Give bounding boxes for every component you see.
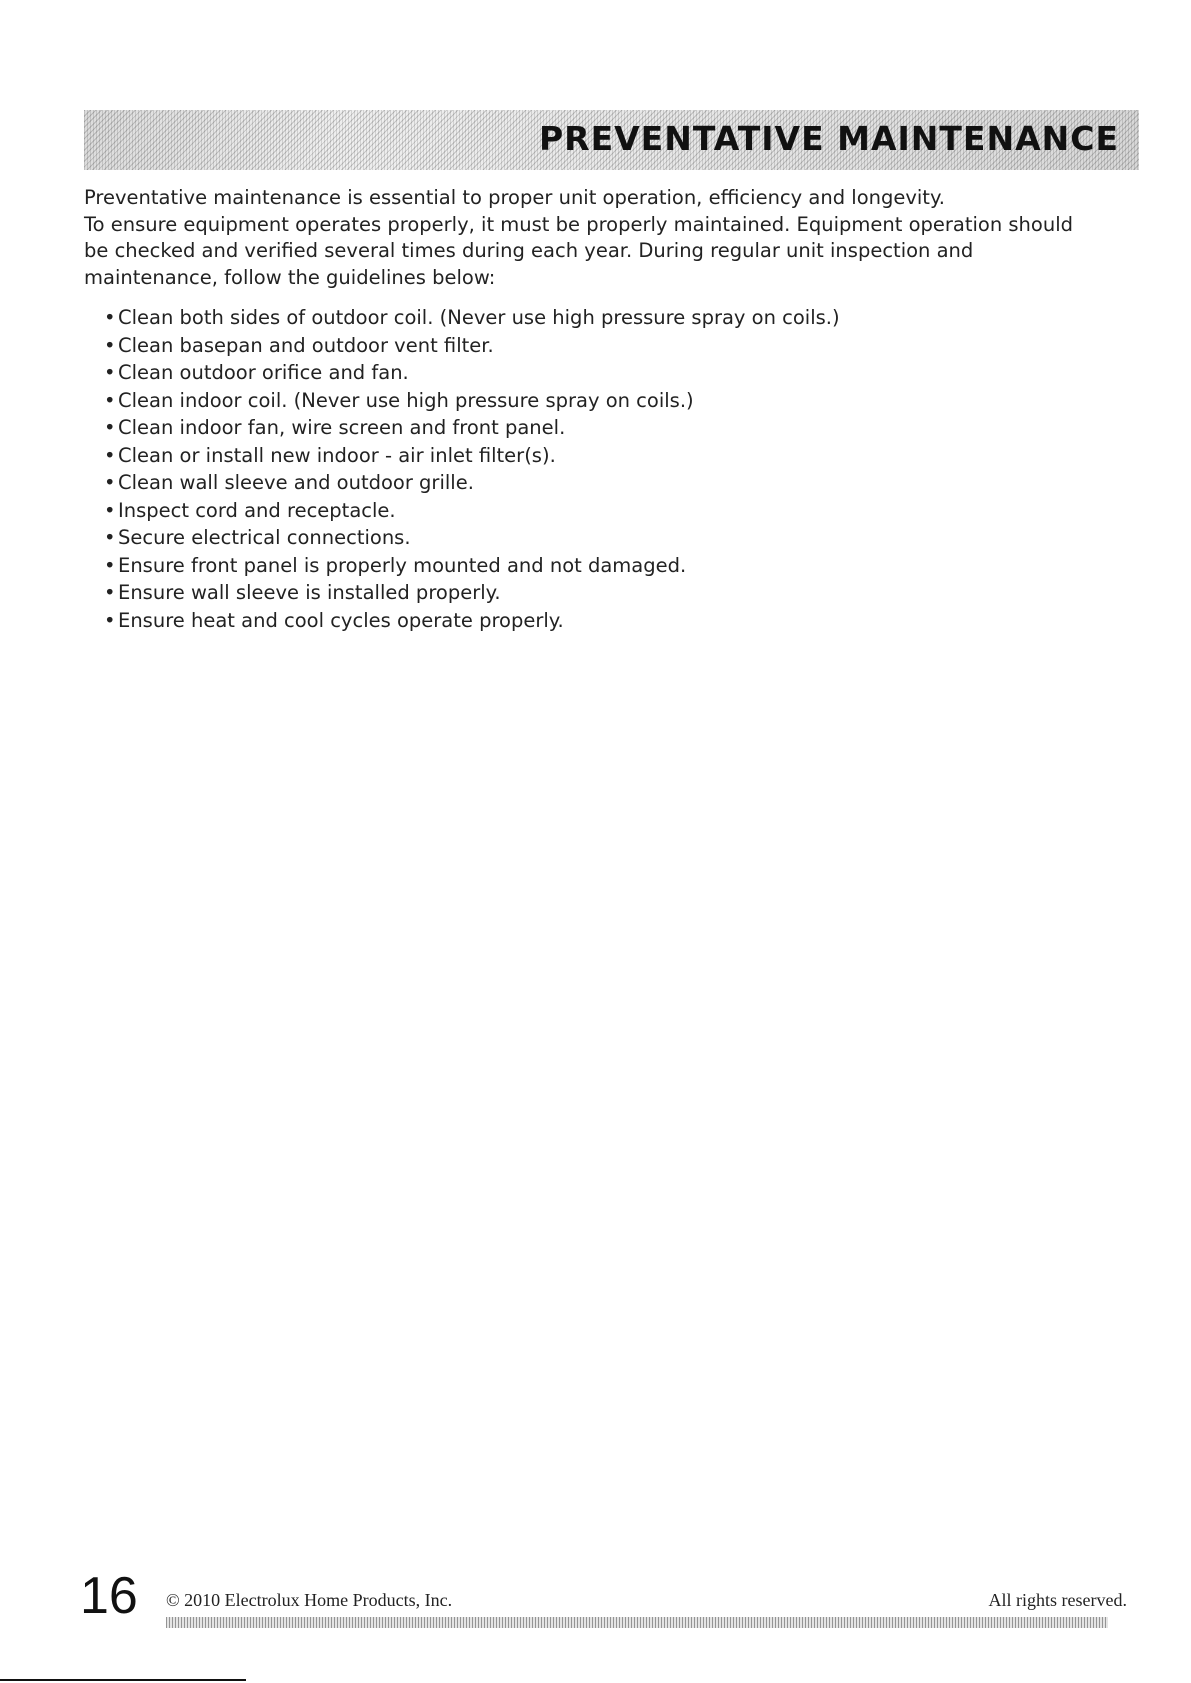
- intro-paragraph-1: Preventative maintenance is essential to proper unit operation, efficiency and longevity.: [84, 186, 945, 209]
- bullet-icon: •: [104, 416, 116, 439]
- scan-edge-line: [0, 1679, 246, 1681]
- section-title: PREVENTATIVE MAINTENANCE: [539, 119, 1119, 158]
- list-item: [104, 359, 1084, 387]
- bullet-icon: •: [104, 333, 116, 357]
- list-item: [104, 497, 1084, 525]
- list-item-text: Clean indoor fan, wire screen and front panel.: [118, 416, 566, 439]
- list-item: [104, 469, 1084, 497]
- footer-rule: [166, 1617, 1108, 1628]
- intro-paragraph-2: To ensure equipment operates properly, it must be properly maintained. Equipment operation should be checked and verified several times during each year. During regular unit inspection and maintenance, follow the guidelines below:: [84, 212, 1074, 289]
- bullet-icon: •: [104, 608, 116, 632]
- list-item-text: Ensure front panel is properly mounted and not damaged.: [118, 553, 687, 577]
- list-item-text: Secure electrical connections.: [118, 526, 411, 549]
- list-item-text: Inspect cord and receptacle.: [118, 498, 396, 522]
- list-item-text: Clean or install new indoor - air inlet filter(s).: [118, 443, 556, 467]
- bullet-icon: •: [104, 498, 116, 522]
- copyright-notice: © 2010 Electrolux Home Products, Inc.: [166, 1590, 453, 1610]
- bullet-icon: •: [104, 388, 116, 412]
- list-item: [104, 387, 1084, 415]
- list-item-text: Clean both sides of outdoor coil. (Never use high pressure spray on coils.): [118, 306, 840, 329]
- bullet-icon: •: [104, 526, 116, 549]
- list-item: [104, 607, 1084, 635]
- maintenance-checklist: [104, 304, 1084, 634]
- bullet-icon: •: [104, 581, 116, 604]
- list-item-text: Clean outdoor orifice and fan.: [118, 361, 409, 384]
- list-item-text: Ensure wall sleeve is installed properly.: [118, 581, 501, 604]
- list-item: [104, 304, 1084, 332]
- list-item: [104, 552, 1084, 580]
- list-item: [104, 442, 1084, 470]
- list-item-text: Clean indoor coil. (Never use high pressure spray on coils.): [118, 388, 694, 412]
- list-item-text: Clean basepan and outdoor vent filter.: [118, 333, 494, 357]
- bullet-icon: •: [104, 361, 116, 384]
- bullet-icon: •: [104, 471, 116, 494]
- rights-notice: All rights reserved.: [988, 1590, 1127, 1610]
- bullet-icon: •: [104, 443, 116, 467]
- section-header-band: [84, 110, 1139, 170]
- list-item: [104, 579, 1084, 607]
- list-item: [104, 332, 1084, 360]
- list-item-text: Ensure heat and cool cycles operate properly.: [118, 608, 564, 632]
- list-item: [104, 524, 1084, 552]
- list-item: [104, 414, 1084, 442]
- intro-text: [84, 185, 1094, 291]
- page-number: 16: [80, 1567, 138, 1625]
- bullet-icon: •: [104, 306, 116, 329]
- bullet-icon: •: [104, 553, 116, 577]
- list-item-text: Clean wall sleeve and outdoor grille.: [118, 471, 474, 494]
